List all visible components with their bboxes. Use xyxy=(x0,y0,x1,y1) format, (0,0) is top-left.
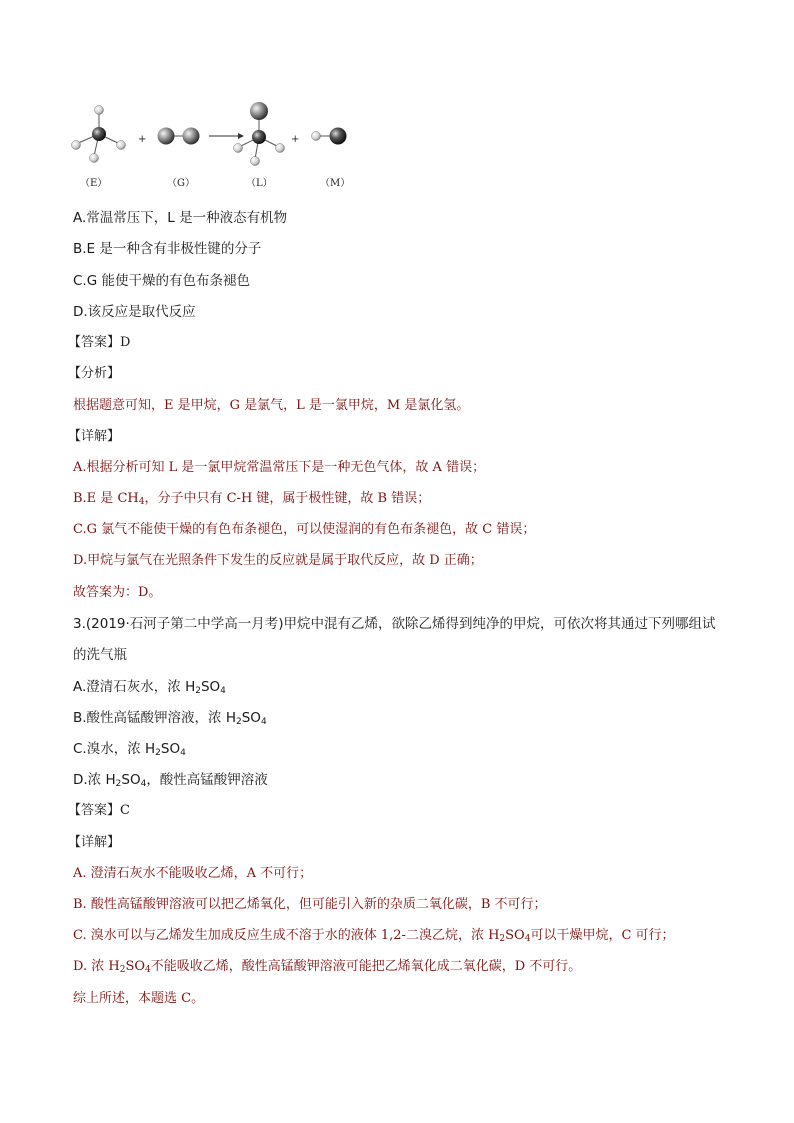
molecule-g xyxy=(158,128,200,145)
q2-analysis-text: 根据题意可知，E 是甲烷，G 是氯气，L 是一氯甲烷，M 是氯化氢。 xyxy=(73,398,470,413)
label-m: （M） xyxy=(320,178,351,189)
q2-detail-d: D.甲烷与氯气在光照条件下发生的反应就是属于取代反应，故 D 正确； xyxy=(73,553,483,568)
q2-option-d: D.该反应是取代反应 xyxy=(73,304,196,320)
label-e: （E） xyxy=(80,178,108,189)
q3-answer-line xyxy=(68,799,130,818)
reaction-diagram xyxy=(66,96,366,196)
q3-option-a: A.澄清石灰水，浓 $H_2SO_4$ xyxy=(73,679,226,696)
q2-detail-tag: 【详解】 xyxy=(68,429,121,444)
q2-option-a: A.常温常压下，L 是一种液态有机物 xyxy=(73,210,288,226)
q2-option-c: C.G 能使干燥的有色布条褪色 xyxy=(73,273,250,289)
label-l: （L） xyxy=(246,178,273,189)
q3-stem-line2: 的洗气瓶 xyxy=(73,647,127,663)
q3-detail-d: D. 浓 $H_2SO_4$不能吸收乙烯，酸性高锰酸钾溶液可能把乙烯氧化成二氧化碳，D 不可行。 xyxy=(73,959,582,975)
q3-stem-line1: 3.(2019·石河子第二中学高一月考)甲烷中混有乙烯，欲除乙烯得到纯净的甲烷，可依次将其通过下列哪组试 xyxy=(73,616,716,632)
plus-sign: + xyxy=(291,134,300,145)
answer-tag: 【答案】 xyxy=(68,335,121,350)
answer-value: C xyxy=(120,803,130,818)
q2-detail-b: B.E 是 $CH_4$，分子中只有 C-H 键，属于极性键，故 B 错误； xyxy=(73,491,431,507)
molecule-e xyxy=(72,106,126,163)
q2-answer-line xyxy=(68,331,130,350)
q2-detail-c: C.G 氯气不能使干燥的有色布条褪色，可以使湿润的有色布条褪色，故 C 错误； xyxy=(73,522,536,537)
q3-detail-b: B. 酸性高锰酸钾溶液可以把乙烯氧化，但可能引入新的杂质二氧化碳，B 不可行； xyxy=(73,897,547,912)
molecule-l xyxy=(234,102,285,166)
q3-detail-c: C. 溴水可以与乙烯发生加成反应生成不溶于水的液体 1,2-二溴乙烷，浓 $H_2SO_4$可以干燥甲烷，C 可行； xyxy=(73,928,675,944)
q3-option-d: D.浓 $H_2SO_4$，酸性高锰酸钾溶液 xyxy=(73,772,268,789)
q2-detail-a: A.根据分析可知 L 是一氯甲烷常温常压下是一种无色气体，故 A 错误； xyxy=(73,460,486,475)
reaction-arrow xyxy=(209,133,244,139)
q3-option-b: B.酸性高锰酸钾溶液，浓 $H_2SO_4$ xyxy=(73,710,267,727)
q2-option-b: B.E 是一种含有非极性键的分子 xyxy=(73,241,262,257)
answer-value: D xyxy=(120,335,131,350)
label-g: （G） xyxy=(167,178,195,189)
q2-conclusion: 故答案为：D。 xyxy=(73,585,162,600)
q3-detail-tag: 【详解】 xyxy=(68,835,121,850)
q3-conclusion: 综上所述，本题选 C。 xyxy=(73,991,205,1006)
q2-analysis-tag: 【分析】 xyxy=(68,366,121,381)
q3-detail-a: A. 澄清石灰水不能吸收乙烯，A 不可行； xyxy=(73,866,313,881)
q3-option-c: C.溴水，浓 $H_2SO_4$ xyxy=(73,741,186,758)
answer-tag: 【答案】 xyxy=(68,803,121,818)
plus-sign: + xyxy=(138,134,147,145)
molecule-m xyxy=(312,128,347,145)
